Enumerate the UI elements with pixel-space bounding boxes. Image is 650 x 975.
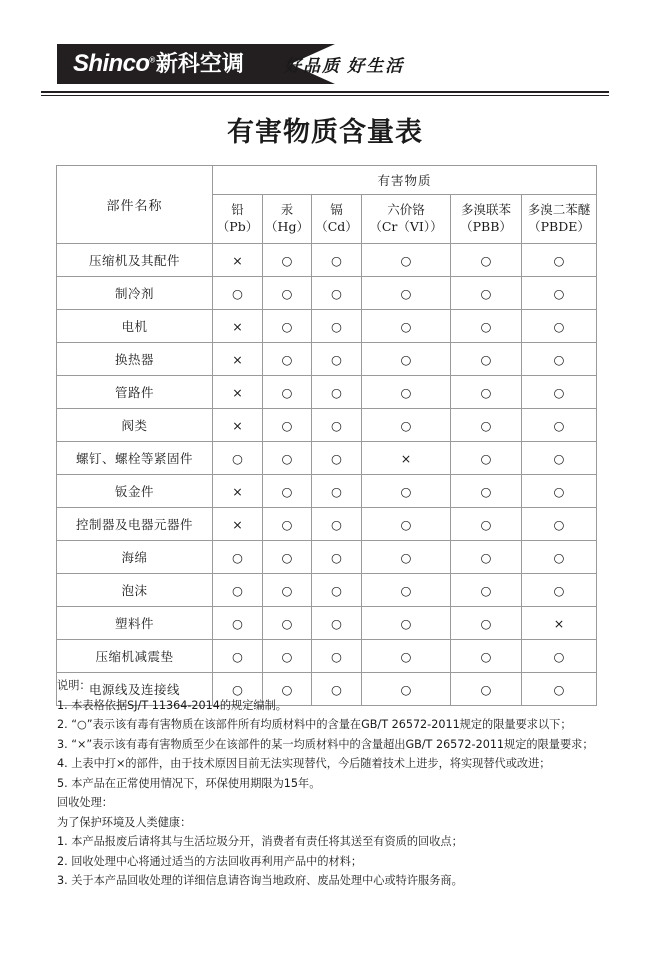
cell-mark: ○ — [312, 310, 362, 343]
cell-mark: ○ — [213, 442, 263, 475]
cell-part-name: 泡沫 — [57, 574, 213, 607]
notes-section — [57, 676, 617, 891]
cell-mark: ○ — [312, 607, 362, 640]
table-row — [57, 541, 597, 574]
cell-mark: ○ — [263, 376, 312, 409]
notes-heading: 说明： — [57, 679, 91, 692]
cell-mark: ○ — [312, 409, 362, 442]
substance-name-pbde: 多溴二苯醚 — [527, 202, 591, 218]
note-line: 3. “×”表示该有毒有害物质至少在该部件的某一均质材料中的含量超出GB/T 26572-2011规定的限量要求； — [57, 737, 594, 751]
cell-mark: × — [213, 376, 263, 409]
cell-mark: ○ — [451, 409, 522, 442]
cell-mark: × — [213, 409, 263, 442]
note-line: 2. “○”表示该有毒有害物质在该部件所有均质材料中的含量在GB/T 26572-2011规定的限量要求以下； — [57, 718, 572, 731]
cell-mark: ○ — [263, 508, 312, 541]
cell-part-name: 压缩机减震垫 — [57, 640, 213, 673]
substance-symbol-cd: （Cd） — [315, 219, 358, 234]
recycle-line: 3. 关于本产品回收处理的详细信息请咨询当地政府、废品处理中心或特许服务商。 — [57, 874, 463, 887]
cell-mark: ○ — [522, 409, 597, 442]
cell-mark: ○ — [312, 508, 362, 541]
cell-mark: ○ — [451, 442, 522, 475]
note-line: 5. 本产品在正常使用情况下，环保使用期限为15年。 — [57, 776, 321, 790]
table-row — [57, 244, 597, 277]
cell-mark: ○ — [263, 475, 312, 508]
substance-symbol-hg: （Hg） — [265, 219, 309, 234]
table-body — [57, 244, 597, 706]
cell-mark: × — [213, 343, 263, 376]
brand-logo-text — [73, 52, 244, 76]
substance-name-pbb: 多溴联苯 — [460, 202, 511, 218]
cell-mark: ○ — [362, 277, 451, 310]
cell-mark: ○ — [312, 640, 362, 673]
cell-mark: ○ — [522, 376, 597, 409]
cell-part-name: 塑料件 — [57, 607, 213, 640]
cell-mark: ○ — [451, 673, 522, 706]
table-row — [57, 475, 597, 508]
cell-mark: ○ — [451, 508, 522, 541]
cell-mark: × — [522, 607, 597, 640]
cell-part-name: 电源线及连接线 — [57, 673, 213, 706]
cell-part-name: 电机 — [57, 310, 213, 343]
cell-mark: ○ — [362, 508, 451, 541]
table-header — [57, 166, 597, 244]
cell-mark: ○ — [263, 442, 312, 475]
table-row — [57, 574, 597, 607]
cell-mark: ○ — [362, 607, 451, 640]
cell-mark: ○ — [263, 409, 312, 442]
cell-mark: ○ — [362, 574, 451, 607]
cell-mark: ○ — [263, 277, 312, 310]
brand-header — [57, 44, 405, 84]
cell-mark: ○ — [522, 673, 597, 706]
cell-mark: ○ — [451, 607, 522, 640]
cell-mark: ○ — [522, 640, 597, 673]
cell-mark: ○ — [213, 607, 263, 640]
recycle-line: 2. 回收处理中心将通过适当的方法回收再利用产品中的材料； — [57, 854, 363, 868]
cell-mark: ○ — [213, 574, 263, 607]
cell-part-name: 制冷剂 — [57, 277, 213, 310]
cell-mark: ○ — [312, 376, 362, 409]
cell-mark: ○ — [451, 376, 522, 409]
cell-mark: ○ — [263, 541, 312, 574]
cell-mark: ○ — [312, 673, 362, 706]
cell-mark: ○ — [451, 574, 522, 607]
header-substance-cd — [312, 195, 362, 244]
cell-mark: × — [213, 310, 263, 343]
cell-mark: × — [362, 442, 451, 475]
substance-name-cd: 镉 — [330, 202, 343, 218]
table-header-row-group — [57, 166, 597, 195]
cell-mark: ○ — [522, 244, 597, 277]
cell-mark: ○ — [451, 310, 522, 343]
header-substance-pb — [213, 195, 263, 244]
cell-mark: ○ — [312, 541, 362, 574]
cell-mark: ○ — [312, 244, 362, 277]
brand-slogan: 好品质 好生活 — [284, 56, 405, 76]
table-row — [57, 442, 597, 475]
cell-mark: ○ — [522, 475, 597, 508]
recycle-line: 1. 本产品报废后请将其与生活垃圾分开，消费者有责任将其送至有资质的回收点； — [57, 835, 463, 848]
cell-mark: ○ — [362, 475, 451, 508]
cell-mark: ○ — [263, 244, 312, 277]
cell-mark: ○ — [263, 310, 312, 343]
cell-mark: ○ — [362, 541, 451, 574]
table-row — [57, 508, 597, 541]
cell-mark: ○ — [263, 607, 312, 640]
cell-mark: ○ — [451, 244, 522, 277]
substance-name-pb: 铅 — [231, 202, 244, 218]
page-title: 有害物质含量表 — [227, 117, 423, 148]
cell-mark: ○ — [522, 343, 597, 376]
cell-mark: ○ — [362, 673, 451, 706]
substance-symbol-pb: （Pb） — [216, 219, 259, 234]
header-substance-cr6 — [362, 195, 451, 244]
cell-part-name: 压缩机及其配件 — [57, 244, 213, 277]
note-line: 4. 上表中打×的部件，由于技术原因目前无法实现替代，今后随着技术上进步，将实现替代或改进； — [57, 757, 551, 770]
cell-mark: ○ — [213, 541, 263, 574]
header-hazardous-substances: 有害物质 — [213, 166, 597, 195]
hazardous-substance-table-container — [56, 165, 596, 706]
cell-mark: ○ — [451, 541, 522, 574]
table-row — [57, 310, 597, 343]
header-substance-hg — [263, 195, 312, 244]
recycle-heading: 回收处理： — [57, 796, 113, 809]
cell-mark: ○ — [522, 442, 597, 475]
cell-mark: × — [213, 508, 263, 541]
cell-mark: ○ — [263, 640, 312, 673]
cell-part-name: 控制器及电器元器件 — [57, 508, 213, 541]
cell-mark: ○ — [213, 277, 263, 310]
cell-part-name: 钣金件 — [57, 475, 213, 508]
cell-mark: ○ — [522, 541, 597, 574]
cell-mark: ○ — [451, 343, 522, 376]
table-row — [57, 640, 597, 673]
cell-mark: × — [213, 475, 263, 508]
note-line: 1. 本表格依据SJ/T 11364-2014的规定编制。 — [57, 698, 287, 712]
table-row — [57, 409, 597, 442]
cell-mark: ○ — [263, 574, 312, 607]
cell-mark: ○ — [213, 640, 263, 673]
header-substance-pbde — [522, 195, 597, 244]
cell-mark: ○ — [263, 673, 312, 706]
header-substance-pbb — [451, 195, 522, 244]
cell-part-name: 阀类 — [57, 409, 213, 442]
cell-part-name: 换热器 — [57, 343, 213, 376]
cell-mark: ○ — [312, 574, 362, 607]
hazardous-substance-table — [56, 165, 597, 706]
cell-part-name: 螺钉、螺栓等紧固件 — [57, 442, 213, 475]
cell-mark: ○ — [213, 673, 263, 706]
cell-mark: ○ — [312, 442, 362, 475]
cell-mark: ○ — [362, 310, 451, 343]
cell-mark: ○ — [362, 640, 451, 673]
header-part-name: 部件名称 — [57, 166, 213, 244]
table-row — [57, 376, 597, 409]
cell-mark: ○ — [451, 475, 522, 508]
cell-mark: ○ — [312, 343, 362, 376]
header-divider-thick — [41, 91, 609, 93]
cell-mark: ○ — [522, 574, 597, 607]
header-divider-thin — [41, 95, 609, 96]
cell-mark: ○ — [312, 475, 362, 508]
table-row — [57, 343, 597, 376]
cell-mark: × — [213, 244, 263, 277]
cell-mark: ○ — [362, 244, 451, 277]
registered-trademark-icon: ® — [149, 55, 155, 65]
substance-name-hg: 汞 — [280, 202, 294, 218]
cell-mark: ○ — [263, 343, 312, 376]
cell-part-name: 海绵 — [57, 541, 213, 574]
cell-mark: ○ — [522, 310, 597, 343]
cell-mark: ○ — [522, 277, 597, 310]
substance-symbol-pbde: （PBDE） — [528, 219, 590, 234]
substance-name-cr6: 六价铬 — [387, 202, 425, 218]
brand-latin-name: Shinco — [73, 50, 150, 77]
substance-symbol-cr6: （Cr（VI）） — [369, 219, 443, 234]
substance-symbol-pbb: （PBB） — [460, 219, 512, 234]
cell-part-name: 管路件 — [57, 376, 213, 409]
recycle-subheading: 为了保护环境及人类健康： — [57, 815, 192, 829]
cell-mark: ○ — [451, 640, 522, 673]
table-row — [57, 277, 597, 310]
cell-mark: ○ — [522, 508, 597, 541]
cell-mark: ○ — [362, 409, 451, 442]
cell-mark: ○ — [451, 277, 522, 310]
cell-mark: ○ — [362, 343, 451, 376]
cell-mark: ○ — [312, 277, 362, 310]
cell-mark: ○ — [362, 376, 451, 409]
table-row — [57, 607, 597, 640]
brand-cjk-name: 新科空调 — [155, 51, 244, 76]
